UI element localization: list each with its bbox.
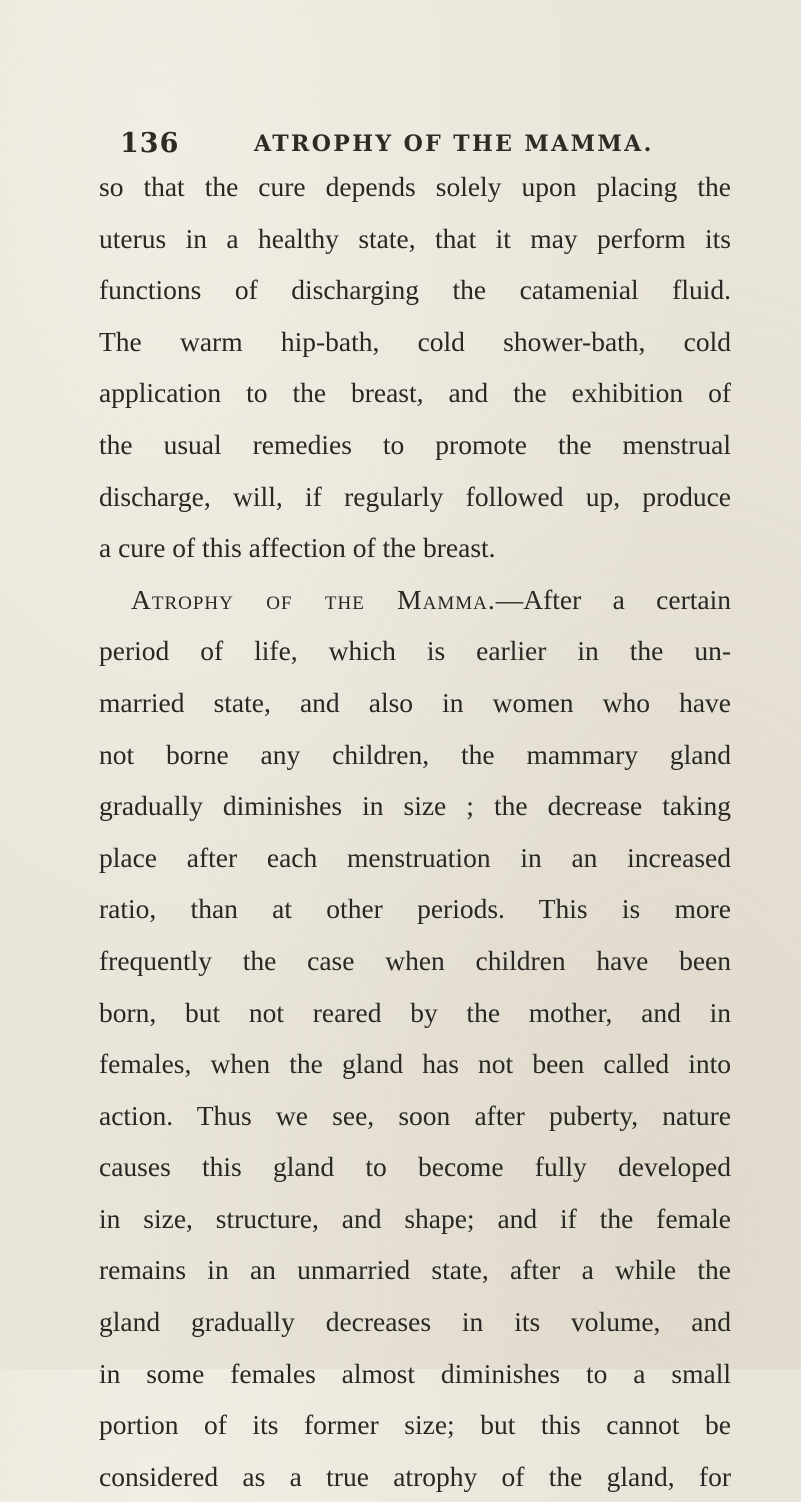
text-line: remains in an unmarried state, after a while the — [99, 1254, 731, 1286]
text-line: females, when the gland has not been called into — [99, 1048, 731, 1080]
section-first-line-text: —After a certain — [495, 583, 731, 615]
text-line: so that the cure depends solely upon placing the — [99, 171, 731, 202]
running-title: ATROPHY OF THE MAMMA. — [254, 131, 654, 157]
text-line: causes this gland to become fully developed — [99, 1151, 731, 1183]
text-line: the usual remedies to promote the menstrual — [99, 428, 731, 460]
text-line: gland gradually decreases in its volume, and — [99, 1306, 731, 1338]
text-line: period of life, which is earlier in the un- — [99, 635, 731, 667]
text-line: frequently the case when children have been — [99, 944, 731, 976]
text-line: not borne any children, the mammary gland — [99, 738, 731, 770]
text-line: place after each menstruation in an increased — [99, 841, 731, 873]
text-line: a cure of this affection of the breast. — [99, 532, 496, 564]
text-line: born, but not reared by the mother, and in — [99, 996, 731, 1028]
text-line: married state, and also in women who have — [99, 686, 731, 718]
text-line: in size, structure, and shape; and if the female — [99, 1202, 731, 1234]
text-line: discharge, will, if regularly followed up, produce — [99, 480, 731, 512]
text-line: portion of its former size; but this cannot be — [99, 1409, 731, 1441]
section-first-line — [99, 574, 731, 626]
text-line: action. Thus we see, soon after puberty, nature — [99, 1099, 731, 1131]
text-line: in some females almost diminishes to a small — [99, 1357, 731, 1389]
page-number: 136 — [120, 128, 180, 159]
text-line: considered as a true atrophy of the gland, for — [99, 1460, 731, 1492]
text-line: gradually diminishes in size ; the decrease taking — [99, 790, 731, 822]
text-line: functions of discharging the catamenial fluid. — [99, 274, 731, 306]
body-text — [99, 161, 731, 1502]
text-line: application to the breast, and the exhibition of — [99, 377, 731, 409]
text-line: ratio, than at other periods. This is more — [99, 893, 731, 925]
text-line: The warm hip-bath, cold shower-bath, cold — [99, 325, 731, 357]
section-heading: Atrophy of the Mamma. — [131, 583, 496, 615]
text-line: uterus in a healthy state, that it may perform its — [99, 222, 731, 254]
